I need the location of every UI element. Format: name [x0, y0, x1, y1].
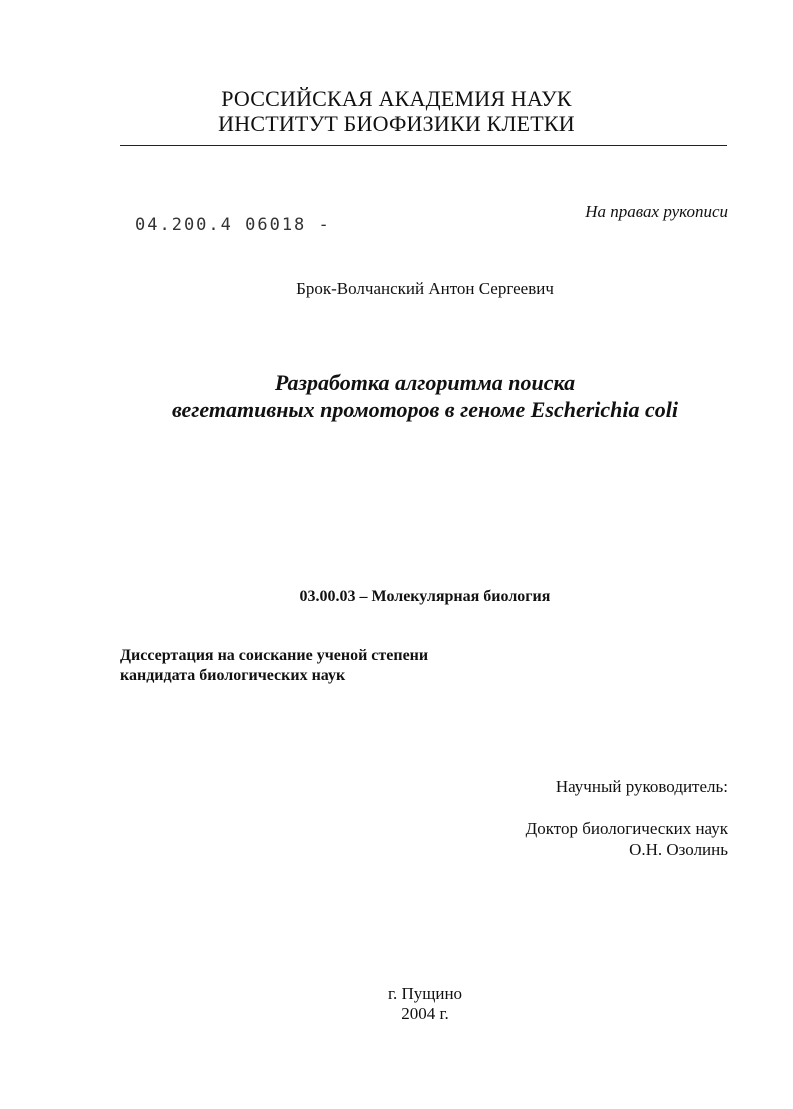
institute-name: ИНСТИТУТ БИОФИЗИКИ КЛЕТКИ — [218, 111, 575, 136]
thesis-title-line1: Разработка алгоритма поиска — [274, 370, 576, 395]
author-name: Брок-Волчанский Антон Сергеевич — [296, 279, 554, 298]
registration-number-stamp: 04.200.4 06018 - — [135, 215, 331, 235]
specialty-code: 03.00.03 – Молекулярная биология — [299, 588, 551, 605]
city: г. Пущино — [387, 984, 463, 1003]
supervisor-degree: Доктор биологических наук — [525, 819, 728, 838]
year: 2004 г. — [401, 1004, 449, 1023]
header-divider — [120, 145, 727, 146]
thesis-title-line2: вегетативных промоторов в геноме Escherichia coli — [171, 397, 678, 422]
supervisor-name: О.Н. Озолинь — [629, 840, 728, 859]
degree-statement-line2: кандидата биологических наук — [120, 667, 346, 684]
supervisor-label: Научный руководитель: — [555, 777, 728, 796]
organization-name: РОССИЙСКАЯ АКАДЕМИЯ НАУК — [221, 86, 572, 111]
manuscript-rights-note: На правах рукописи — [585, 202, 728, 221]
degree-statement-line1: Диссертация на соискание ученой степени — [120, 647, 429, 664]
